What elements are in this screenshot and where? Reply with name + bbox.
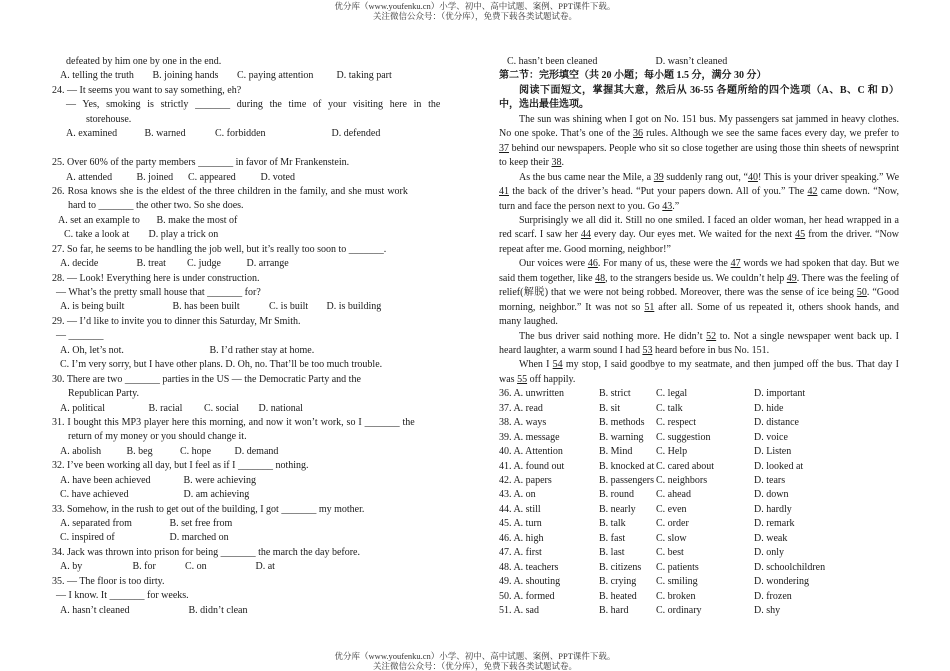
option: D. shy [754,604,781,616]
option: A. separated from [60,518,132,529]
blank-number: 49 [786,272,797,284]
option: D. am achieving [183,489,250,501]
q34-options [52,560,452,574]
option: 42. A. papers [499,475,552,487]
passage-text: When I [519,359,553,371]
q31-stem: 31. I bought this MP3 player here this morning, and now it won’t work, so I _______ the [52,416,415,428]
blank-number: 44 [580,229,591,241]
q35-line2: — I know. It _______ for weeks. [56,590,189,602]
blank-number: 46 [587,258,598,270]
q32-options-row2 [52,488,452,502]
option: 40. A. Attention [499,446,563,458]
option: D. marched on [169,532,229,544]
option: C. is built [269,301,309,313]
option-row [499,431,899,445]
q28-stem: 28. — Look! Everything here is under construction. [52,272,260,284]
option: C. talk [656,402,683,414]
option: B. didn’t clean [188,604,248,616]
passage-text: off happily. [527,373,576,385]
blank-number: 53 [642,345,653,357]
q26-line2: hard to _______ the other two. So she does. [68,200,244,212]
option: D. demand [234,445,279,457]
page-header [0,1,950,21]
option: C. have achieved [60,489,129,501]
option: B. passengers [599,475,654,487]
option-row [499,474,899,488]
blank-number: 42 [807,186,818,198]
option: D. is building [326,301,382,313]
q28-options [52,300,452,314]
q29-stem: 29. — I’d like to invite you to dinner this Saturday, Mr Smith. [52,315,301,327]
q34-stem: 34. Jack was thrown into prison for being _______ the march the day before. [52,546,360,558]
option: D. defended [331,128,381,140]
option: C. order [656,518,689,530]
option: C. cared about [656,460,715,472]
q24-line3: storehouse. [86,113,132,125]
blank-number: 50 [856,287,867,299]
q26-stem: 26. Rosa knows she is the eldest of the three children in the family, and she must work [52,185,408,197]
q31-line2: return of my money or you should change it. [68,431,247,443]
passage-text: suddenly rang out, “ [663,171,748,183]
option: C. take a look at [64,229,130,241]
passage-text: The bus driver said nothing more. He didn’t [519,330,707,342]
passage-text: The sun was shining when I got on No. 151 bus. My passengers sat jammed in heavy clothes. No one spoke. That’s one of the [499,113,899,140]
option: D. play a trick on [148,229,219,241]
blank-number: 55 [517,373,528,385]
blank-number: 52 [706,330,717,342]
blank-number: 54 [552,359,563,371]
q32-options-row1 [52,474,452,488]
passage-text: behind our newspapers. People who sit so close together are using those thin sheets of newsprint to keep their [499,142,899,169]
q31-options [52,445,452,459]
option: B. warning [599,431,644,443]
option-row [499,590,899,604]
option: A. by [60,561,83,573]
option: 44. A. still [499,503,541,515]
option: C. inspired of [60,532,115,544]
option: A. political [60,402,105,414]
q25-options [52,171,452,185]
option: B. sit [599,402,621,414]
blank-number: 43 [662,200,673,212]
option: B. crying [599,576,637,588]
q26-options-row2 [52,228,452,242]
q28-line2: — What’s the pretty small house that _______ for? [56,287,261,298]
option: D. tears [754,475,786,487]
blank-number: 36 [633,128,644,140]
q27-stem: 27. So far, he seems to be handling the job well, but it’s really too soon to _______. [52,243,387,255]
option: 39. A. message [499,431,560,443]
option: D. looked at [754,460,804,472]
option: B. fast [599,532,626,544]
option: C. neighbors [656,475,708,487]
blank-number: 47 [730,258,741,270]
option-row [499,460,899,474]
header-line-2: 关注微信公众号：（优分库），免费下载各类试题试卷。 [372,11,577,21]
option: C. even [656,503,687,515]
option: A. hasn’t cleaned [60,604,130,616]
option: B. talk [599,518,626,530]
option: D. wondering [754,576,809,588]
right-column [499,55,899,618]
passage-text: after all. Some of us repeated it, others shook hands, and many laughed. [499,301,900,328]
option: B. knocked at [599,460,655,472]
option: B. strict [599,388,631,400]
passage-text: words we had spoken that day. But we said them together, like [499,258,900,284]
q33-options-row2 [52,531,452,545]
q23-options [52,69,452,83]
option: A. is being built [60,301,125,313]
footer-line-1: 优分库（www.youfenku.cn）小学、初中、高中试题、案例、PPT课件下载。 [334,651,616,661]
q30-options [52,402,452,416]
option-row [499,445,899,459]
q29-line2: — _______ [56,330,104,342]
option: C. legal [656,388,688,400]
option: D. frozen [754,590,792,602]
option: 37. A. read [499,402,543,414]
blank-number: 39 [653,171,664,183]
option: C. best [656,547,684,559]
q24-stem: 24. — It seems you want to say something, eh? [52,84,242,96]
q30-line2: Republican Party. [68,388,140,400]
option-row [499,517,899,531]
q33-stem: 33. Somehow, in the rush to get out of the building, I got _______ my mother. [52,503,365,515]
blank-number: 45 [795,229,806,241]
q29-options-row1 [52,344,452,358]
passage-paragraph [499,171,899,214]
option: D. important [754,388,806,400]
option: B. nearly [599,503,636,515]
passage-text: Surprisingly we all did it. Still no one smiled. I faced an older woman, her head wrapped in a red scarf. I saw her [499,214,899,241]
option: D. taking part [336,70,392,82]
passage-text: came down. “Now, turn and face the person next to you. Go [499,186,899,212]
q32-stem: 32. I’ve been working all day, but I feel as if I _______ nothing. [52,460,309,472]
option: C. ordinary [656,604,702,616]
blank-number: 37 [499,142,509,154]
option: 38. A. ways [499,417,547,429]
option-row [499,561,899,575]
option: B. methods [599,417,645,429]
passage-text: .” [672,200,680,212]
option: C. hope [180,445,212,457]
option: A. have been achieved [60,474,151,486]
option: C. forbidden [215,128,266,140]
passage-text: from the driver. “Now repeat after me. Good morning, neighbor!” [499,229,899,255]
option: C. judge [187,258,221,270]
option: C. suggestion [656,431,711,443]
section-instructions: 阅读下面短文，掌握其大意，然后从 36-55 各题所给的四个选项（A、B、C 和 D）中，选出最佳选项。 [499,84,899,111]
q26-options-row1 [52,214,452,228]
option: A. telling the truth [60,70,134,82]
option: B. warned [144,128,186,140]
option: C. hasn’t been cleaned [507,56,598,67]
q29-options-row2: C. I’m very sorry, but I have other plans. D. Oh, no. That’ll be too much trouble. [60,359,383,371]
option-row [499,532,899,546]
option: C. broken [656,590,696,602]
passage-text: . For many of us, these were the [597,258,731,270]
option: C. smiling [656,576,698,588]
option: C. paying attention [237,70,314,82]
option: D. weak [754,532,788,544]
cloze-options [499,387,899,618]
passage-text: heard before in bus No. 151. [652,345,770,357]
passage-text: rules. Although we see the same faces every day, we prefer to [643,128,899,140]
option: 47. A. first [499,547,542,559]
option: A. decide [60,258,99,270]
blank-number: 40 [747,171,758,183]
option-row [499,546,899,560]
option: D. at [255,561,275,573]
option: B. beg [126,445,153,457]
q33-options-row1 [52,517,452,531]
option: D. arrange [246,258,289,270]
option: B. make the most of [156,214,238,226]
option: D. distance [754,417,799,429]
passage-text: . There was the feeling of relief(解脱) that we were not being robbed. Moreover, there was the sense of ice being [499,272,899,299]
option-row [499,575,899,589]
option: B. racial [148,402,183,414]
option-row [499,503,899,517]
blank-number: 41 [499,186,509,198]
passage-text: to. Not a single newspaper went back up. I heard laughter, a warm sound I had [499,330,899,357]
page-footer [0,651,950,671]
option: A. abolish [60,445,102,457]
option: C. patients [656,561,699,573]
header-line-1: 优分库（www.youfenku.cn）小学、初中、高中试题、案例、PPT课件下载。 [334,1,616,11]
option: C. respect [656,417,696,429]
option: B. Mind [599,446,633,458]
q30-stem: 30. There are two _______ parties in the US — the Democratic Party and the [52,373,361,385]
option: D. down [754,489,789,501]
option: D. hardly [754,503,792,515]
blank-number: 51 [644,301,655,313]
passage-text: my stop, I said goodbye to my seatmate, and then jumped off the bus. That day I was [499,359,899,385]
option: 43. A. on [499,489,536,501]
q35-options [52,604,452,618]
option: B. round [599,489,634,501]
option: B. I’d rather stay at home. [209,344,315,356]
q24-line2: — Yes, smoking is strictly _______ during the time of your visiting here in the [66,99,441,111]
option: 36. A. unwritten [499,388,564,400]
passage-text: Our voices were [519,258,588,270]
passage-paragraph [499,358,899,387]
option-row [499,402,899,416]
passage-text: every day. Our eyes met. We waited for the next [590,229,796,241]
option: A. attended [66,171,113,183]
option: A. Oh, let’s not. [60,344,124,356]
option-row [499,387,899,401]
passage-paragraph [499,330,899,359]
passage-paragraph [499,214,899,257]
option: B. joining hands [152,70,219,82]
option: 45. A. turn [499,518,542,530]
option: C. Help [656,446,688,458]
passage-text: As the bus came near the Mile, a [519,171,654,183]
option: D. national [258,402,303,414]
option-row [499,488,899,502]
option: D. voice [754,431,788,443]
option: B. treat [136,258,166,270]
option: 51. A. sad [499,604,539,616]
q24-options [52,127,452,141]
passage-text: ! This is your driver speaking.” We [757,171,900,183]
passage-text: the back of the driver’s head. “Put your papers down. All of you.” The [509,186,808,198]
q35-options-cont [499,55,899,69]
passage-paragraph [499,257,899,329]
option: 50. A. formed [499,590,555,602]
option: C. slow [656,532,687,544]
option: D. remark [754,518,795,530]
option: B. has been built [172,301,240,313]
option: 49. A. shouting [499,576,561,588]
option: A. examined [66,128,118,140]
option: 41. A. found out [499,460,565,472]
option: B. last [599,547,625,559]
passage-paragraph [499,113,899,171]
option: 48. A. teachers [499,561,559,573]
option: 46. A. high [499,532,544,544]
q27-options [52,257,452,271]
option: D. only [754,547,784,559]
passage-text: . [561,157,564,169]
option: A. set an example to [58,214,140,226]
option: D. wasn’t cleaned [655,56,728,67]
option-row [499,416,899,430]
left-column [52,55,452,618]
option: B. were achieving [183,474,256,486]
q25-stem: 25. Over 60% of the party members _______ in favor of Mr Frankenstein. [52,157,350,169]
option: C. on [185,561,207,573]
option: C. appeared [188,171,236,183]
option: C. ahead [656,489,691,501]
footer-line-2: 关注微信公众号：（优分库），免费下载各类试题试卷。 [372,661,577,671]
blank-number: 48 [595,272,606,284]
option: B. joined [136,171,174,183]
cloze-passage [499,113,899,388]
option: B. for [132,561,156,573]
passage-text: . “Good morning, neighbor.” It was not so [499,287,899,313]
option: B. heated [599,590,637,602]
option: D. hide [754,402,784,414]
option: C. social [204,402,239,414]
option-row [499,604,899,618]
option: D. Listen [754,446,792,458]
option: B. hard [599,604,629,616]
passage-text: , to the strangers beside us. We couldn’t help [605,272,787,284]
option: B. set free from [169,518,233,529]
section-title: 第二节：完形填空（共 20 小题；每小题 1.5 分，满分 30 分） [499,70,767,82]
q35-stem: 35. — The floor is too dirty. [52,575,165,587]
option: B. citizens [599,561,642,573]
q23-tail: defeated by him one by one in the end. [66,56,222,67]
option: D. schoolchildren [754,561,826,573]
option: D. voted [260,171,295,183]
blank-number: 38 [551,157,562,169]
